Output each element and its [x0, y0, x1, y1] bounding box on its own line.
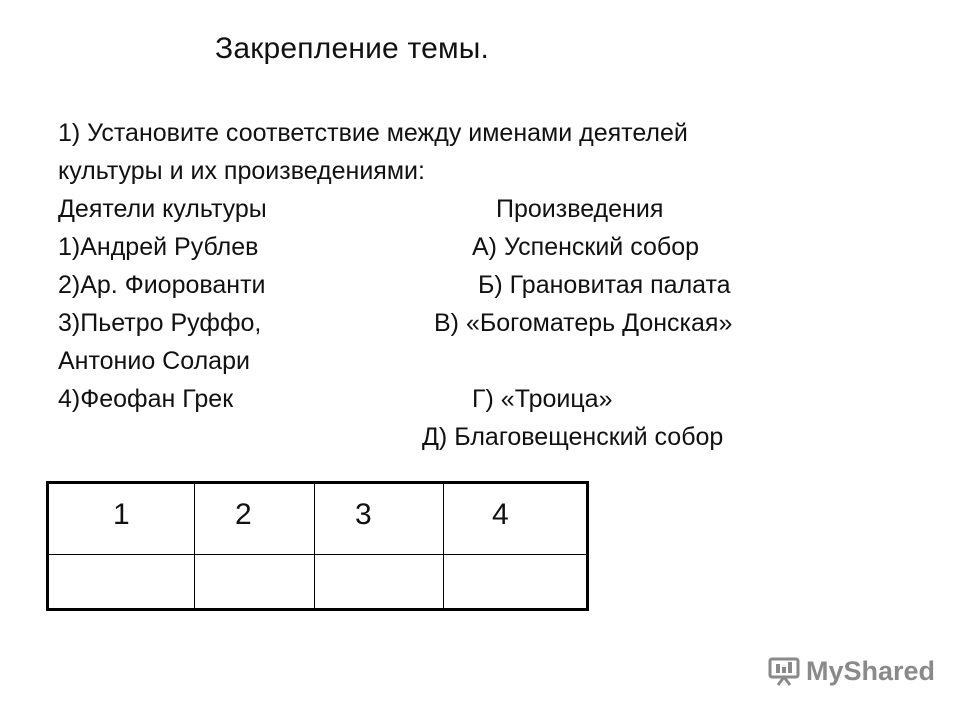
- work-item: Д) Благовещенский собор: [422, 423, 724, 451]
- slide-title: Закрепление темы.: [215, 32, 490, 65]
- answer-cell: [195, 555, 315, 610]
- answer-table: [46, 481, 589, 611]
- answer-header-cell: [48, 483, 195, 555]
- figure-item: 3)Пьетро Руффо,: [58, 309, 262, 337]
- answer-table-answer-row: [48, 555, 588, 610]
- figure-item: 1)Андрей Рублев: [58, 233, 259, 261]
- figure-item: 4)Феофан Грек: [58, 385, 234, 413]
- task-instruction-line-2: культуры и их произведениями:: [58, 157, 425, 185]
- figure-item: 2)Ар. Фиорованти: [58, 271, 266, 299]
- work-item: Б) Грановитая палата: [478, 271, 731, 299]
- watermark-logo: [768, 656, 935, 687]
- answer-header-number: 3: [355, 498, 372, 531]
- presentation-screen-icon: [768, 657, 800, 687]
- answer-header-cell: [315, 483, 444, 555]
- work-item: А) Успенский собор: [472, 233, 700, 261]
- figure-item: Антонио Солари: [58, 347, 250, 375]
- answer-header-cell: [444, 483, 588, 555]
- column-header-left: Деятели культуры: [58, 195, 267, 223]
- work-item: Г) «Троица»: [472, 385, 613, 413]
- answer-cell: [48, 555, 195, 610]
- column-header-right: Произведения: [496, 195, 664, 223]
- task-instruction-line-1: 1) Установите соответствие между именами деятелей: [58, 119, 688, 147]
- answer-header-number: 2: [235, 498, 252, 531]
- answer-header-number: 1: [113, 498, 130, 531]
- answer-header-cell: [195, 483, 315, 555]
- answer-header-number: 4: [492, 498, 509, 531]
- work-item: В) «Богоматерь Донская»: [434, 309, 733, 337]
- answer-cell: [315, 555, 444, 610]
- answer-table-header-row: [48, 483, 588, 555]
- watermark-brand: MyShared: [806, 656, 936, 686]
- answer-cell: [444, 555, 588, 610]
